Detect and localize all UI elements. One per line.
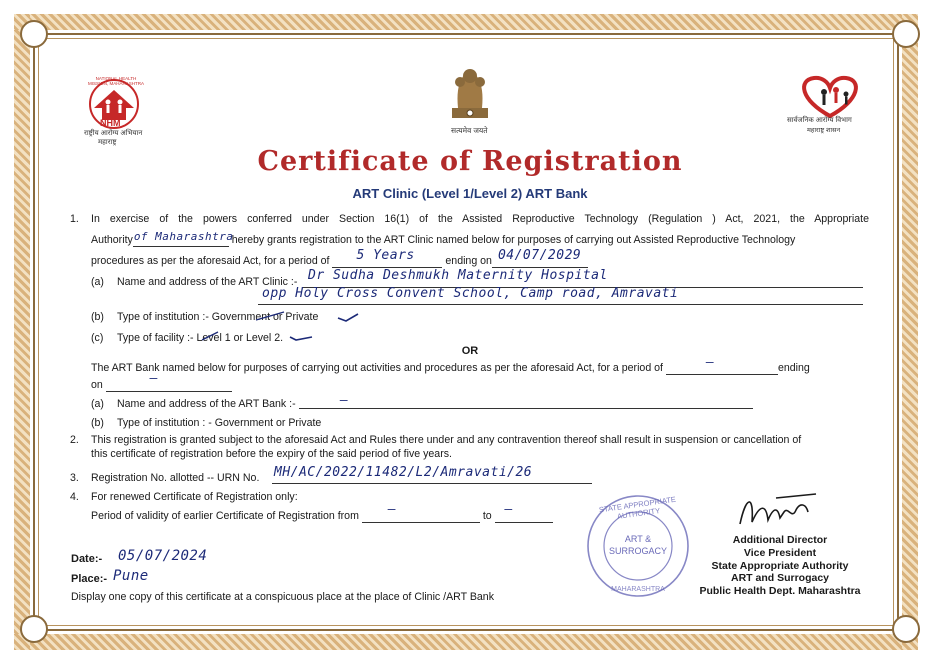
bank-ending-label: ending: [777, 362, 810, 374]
signatory-line-1: Additional Director: [732, 534, 828, 546]
item-c-label: (c): [91, 332, 104, 344]
validity-to-field: [495, 502, 553, 523]
signatory-line-4: ART and Surrogacy: [730, 572, 830, 585]
period-field: [332, 248, 442, 268]
certificate-subtitle: ART Clinic (Level 1/Level 2) ART Bank: [352, 186, 588, 201]
corner-ornament: [20, 615, 48, 643]
item2-line2: this certificate of registration before the expiry of the said period of five years.: [91, 448, 452, 460]
bank-name-label: Name and address of the ART Bank :-: [117, 398, 296, 410]
emblem-caption: सत्यमेव जयते: [451, 126, 488, 135]
urn-line: [272, 483, 592, 484]
validity-from-field: [362, 502, 480, 523]
ending-label: ending on: [445, 255, 492, 267]
item1-line1: In exercise of the powers conferred under Section 16(1) of the Assisted Reproductive Technology (Regulation ) Act, 2021, the Appropriate: [91, 213, 869, 225]
clinic-name-handwritten: Dr Sudha Deshmukh Maternity Hospital: [308, 268, 608, 283]
date-label: Date:-: [71, 553, 103, 565]
period-handwritten: 5 Years: [356, 248, 415, 263]
item-number-3: 3.: [70, 472, 79, 484]
signatory-line-5: Public Health Dept. Maharashtra: [699, 585, 861, 598]
renewal-label: For renewed Certificate of Registration only:: [91, 491, 298, 503]
item-a-label: (a): [91, 276, 104, 288]
item1-line2: [91, 230, 796, 247]
display-note: Display one copy of this certificate at a conspicuous place at the place of Clinic /ART Bank: [71, 591, 494, 603]
bank-on-label: on: [91, 379, 103, 391]
stamp-ring-text: STATE APPROPRIATE AUTHORITY: [598, 494, 677, 521]
bank-on-handwritten: —: [149, 371, 159, 386]
private-tick-mark: [254, 308, 364, 324]
bank-line1-text: The ART Bank named below for purposes of carrying out activities and procedures as per the aforesaid Act, for a period of: [91, 362, 663, 374]
nhm-ring-text: NATIONAL HEALTH MISSION, MAHARASHTRA: [87, 76, 144, 86]
stamp-bottom-text: MAHARASHTRA: [611, 586, 665, 593]
place-handwritten: Pune: [113, 568, 149, 584]
bank-on-field: [106, 371, 232, 392]
place-label: Place:-: [71, 573, 108, 585]
item1-line3: [91, 248, 588, 268]
clinic-address-handwritten: opp Holy Cross Convent School, Camp road, Amravati: [262, 286, 679, 301]
item-number-4: 4.: [70, 491, 79, 503]
right-logo-caption-2: महाराष्ट्र शासन: [807, 127, 841, 134]
signatory-block: [690, 534, 870, 598]
state-emblem: [444, 58, 496, 129]
certificate-title: Certificate of Registration: [257, 146, 683, 177]
clinic-name-label: Name and address of the ART Clinic :-: [117, 276, 298, 288]
bank-period-handwritten: —: [705, 355, 715, 370]
bank-period-field: [666, 355, 778, 375]
stamp-center-1: ART &: [624, 534, 652, 544]
end-date-field: [492, 248, 588, 268]
validity-to-handwritten: —: [504, 502, 513, 517]
item-number-1: 1.: [70, 213, 79, 225]
item1-line2-rest: hereby grants registration to the ART Clinic named below for purposes of carrying out Assisted Reproductive Technology: [231, 234, 796, 246]
item-number-2: 2.: [70, 434, 79, 446]
bank-line2: [91, 371, 232, 392]
urn-label: Registration No. allotted -- URN No.: [91, 472, 260, 484]
corner-ornament: [20, 20, 48, 48]
signature: [736, 490, 826, 538]
validity-label: Period of validity of earlier Certificate of Registration from: [91, 510, 359, 522]
bank-institution-type: Type of institution : - Government or Private: [117, 417, 322, 429]
bank-name-handwritten: —: [340, 393, 349, 408]
bank-item-b-label: (b): [91, 417, 104, 429]
nhm-caption-2: महाराष्ट्र: [98, 139, 117, 146]
validity-to-label: to: [482, 510, 492, 522]
period-label: procedures as per the aforesaid Act, for a period of: [91, 255, 330, 267]
renewal-line: [91, 502, 553, 523]
item-b-label: (b): [91, 311, 104, 323]
authority-field: [133, 230, 234, 247]
or-separator: OR: [461, 345, 479, 357]
corner-ornament: [892, 20, 920, 48]
institution-type: Type of institution :- Government or Private: [117, 311, 319, 323]
validity-from-handwritten: —: [387, 502, 397, 517]
date-handwritten: 05/07/2024: [118, 548, 208, 564]
urn-handwritten: MH/AC/2022/11482/L2/Amravati/26: [274, 465, 533, 480]
authority-handwritten: of Maharashtra: [133, 230, 234, 243]
end-date-handwritten: 04/07/2029: [497, 248, 582, 263]
nhm-abbr: NHM: [100, 118, 121, 128]
bank-item-a-label: (a): [91, 398, 104, 410]
nhm-caption-1: राष्ट्रीय आरोग्य अभियान: [84, 130, 143, 137]
stamp-center-2: SURROGACY: [608, 546, 667, 556]
facility-type: Type of facility :- Level 1 or Level 2.: [117, 332, 284, 344]
level2-tick-mark: [200, 328, 320, 344]
right-logo-caption-1: सार्वजनिक आरोग्य विभाग: [787, 117, 852, 124]
item2-line1: This registration is granted subject to the aforesaid Act and Rules there under and any contravention thereof shall result in suspension or cancellation of: [91, 434, 802, 446]
clinic-address-line: [258, 304, 863, 305]
bank-name-line: [299, 408, 753, 409]
signatory-line-2: Vice President: [743, 546, 817, 559]
public-health-logo: [790, 72, 870, 152]
signatory-line-3: State Appropriate Authority: [711, 559, 849, 572]
authority-label: Authority: [91, 234, 133, 246]
corner-ornament: [892, 615, 920, 643]
bank-line1: [91, 355, 810, 375]
